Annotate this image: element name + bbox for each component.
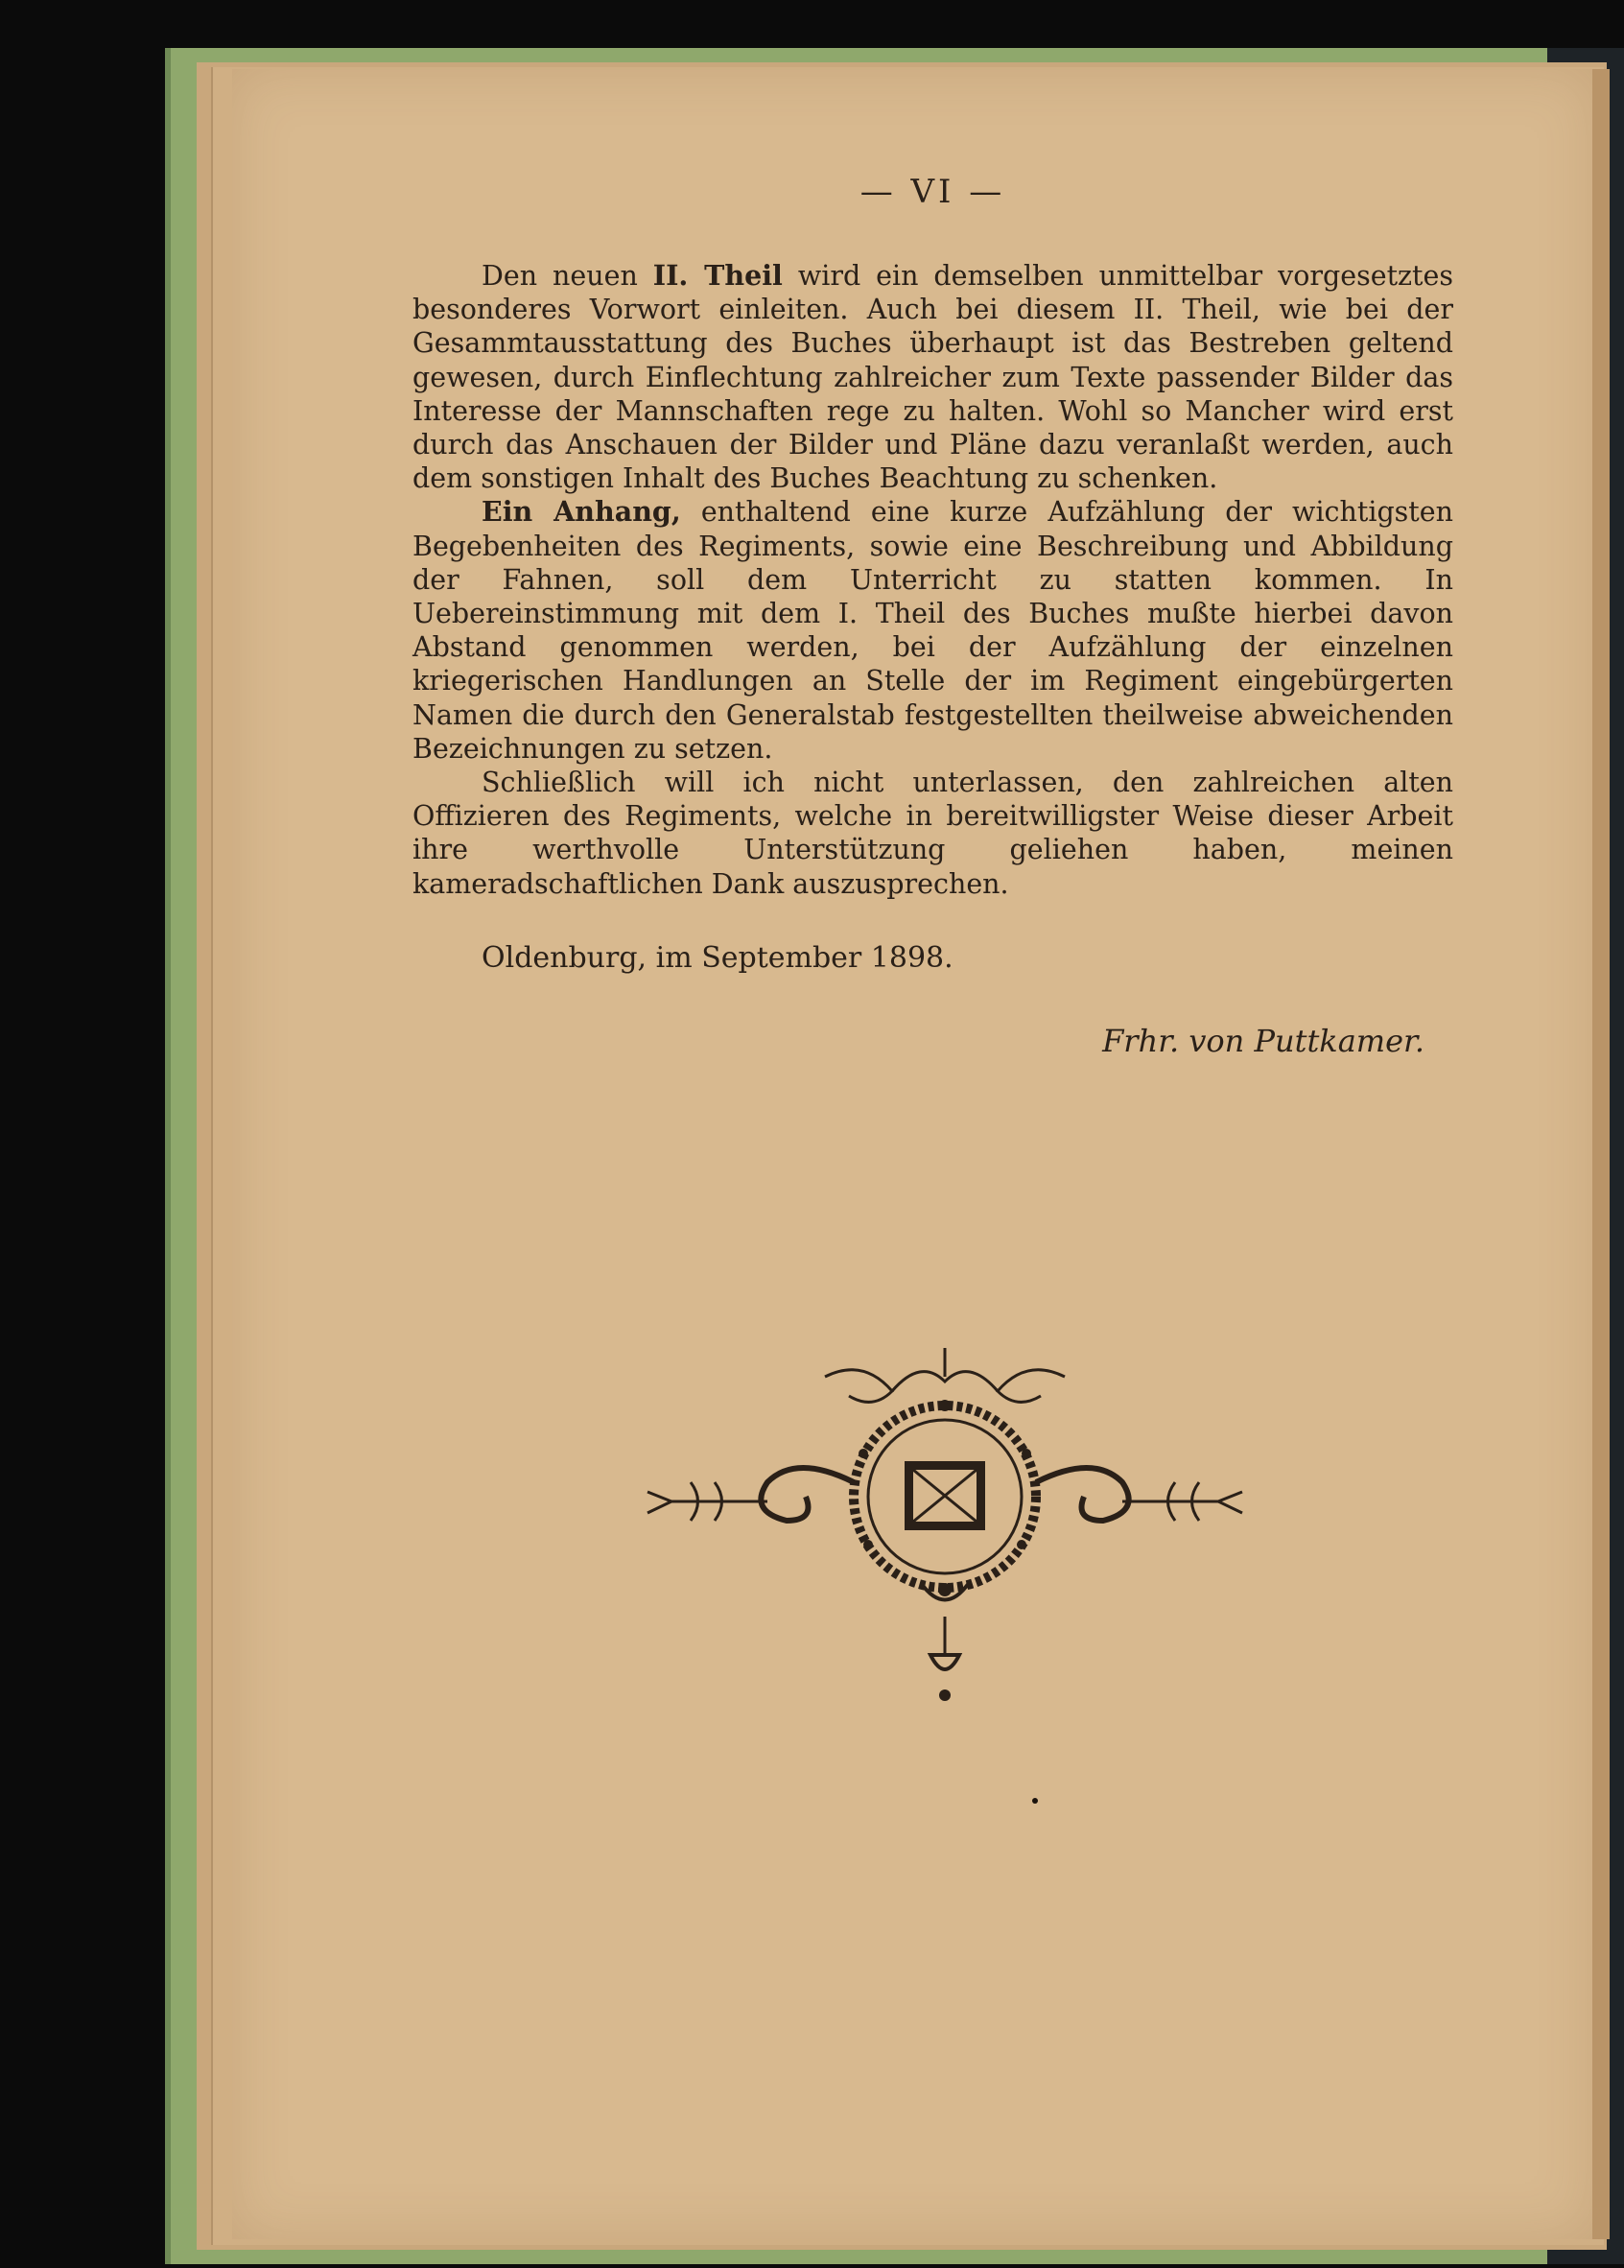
- place-date: Oldenburg, im September 1898.: [482, 940, 953, 975]
- page-number: — VI —: [859, 173, 1006, 211]
- ornament-vignette: [633, 1338, 1257, 1713]
- paragraph-text: enthaltend eine kurze Aufzählung der wichtigsten Begebenheiten des Regiments, sowie eine Beschreibung und Abbildung der Fahnen, soll dem Unterricht zu statten kommen. In Uebereinstimmung mit dem I. Theil des Buches mußte hierbei davon Abstand genommen werden, bei der Aufzählung der einzelnen kriegerischen Handlungen an Stelle der im Regiment eingebürgerten Namen die durch den Generalstab festgestellten theilweise abweichenden Bezeichnungen zu setzen.: [412, 496, 1453, 765]
- page-content: [412, 173, 1453, 1059]
- paragraph-appendix: [412, 495, 1453, 766]
- paragraph-lead: Den neuen: [482, 260, 638, 292]
- signature: Frhr. von Puttkamer.: [1102, 1022, 1424, 1059]
- paragraph-bold-term: Ein Anhang,: [482, 495, 681, 529]
- paragraph-part-two: [412, 259, 1453, 495]
- page-right-edge: [1592, 69, 1610, 2239]
- paragraph-text: wird ein demselben unmittelbar vorgesetztes besonderes Vorwort einleiten. Auch bei diesem II. Theil, wie bei der Gesammtausstattung des Buches überhaupt ist das Bestreben geltend gewesen, durch Einflechtung zahlreicher zum Texte passender Bilder das Interesse der Mannschaften rege zu halten. Wohl so Mancher wird erst durch das Anschauen der Bilder und Pläne dazu veranlaßt werden, auch dem sonstigen Inhalt des Buches Beachtung zu schenken.: [412, 260, 1454, 495]
- ink-spot: [1032, 1798, 1038, 1804]
- paragraph-bold-term: II. Theil: [652, 259, 783, 292]
- paragraph-thanks: Schließlich will ich nicht unterlassen, den zahlreichen alten Offizieren des Regiments, welche in bereitwilligster Weise dieser Arbeit ihre werthvolle Unterstützung geliehen haben, meinen kameradschaftlichen Dank auszusprechen.: [412, 767, 1453, 900]
